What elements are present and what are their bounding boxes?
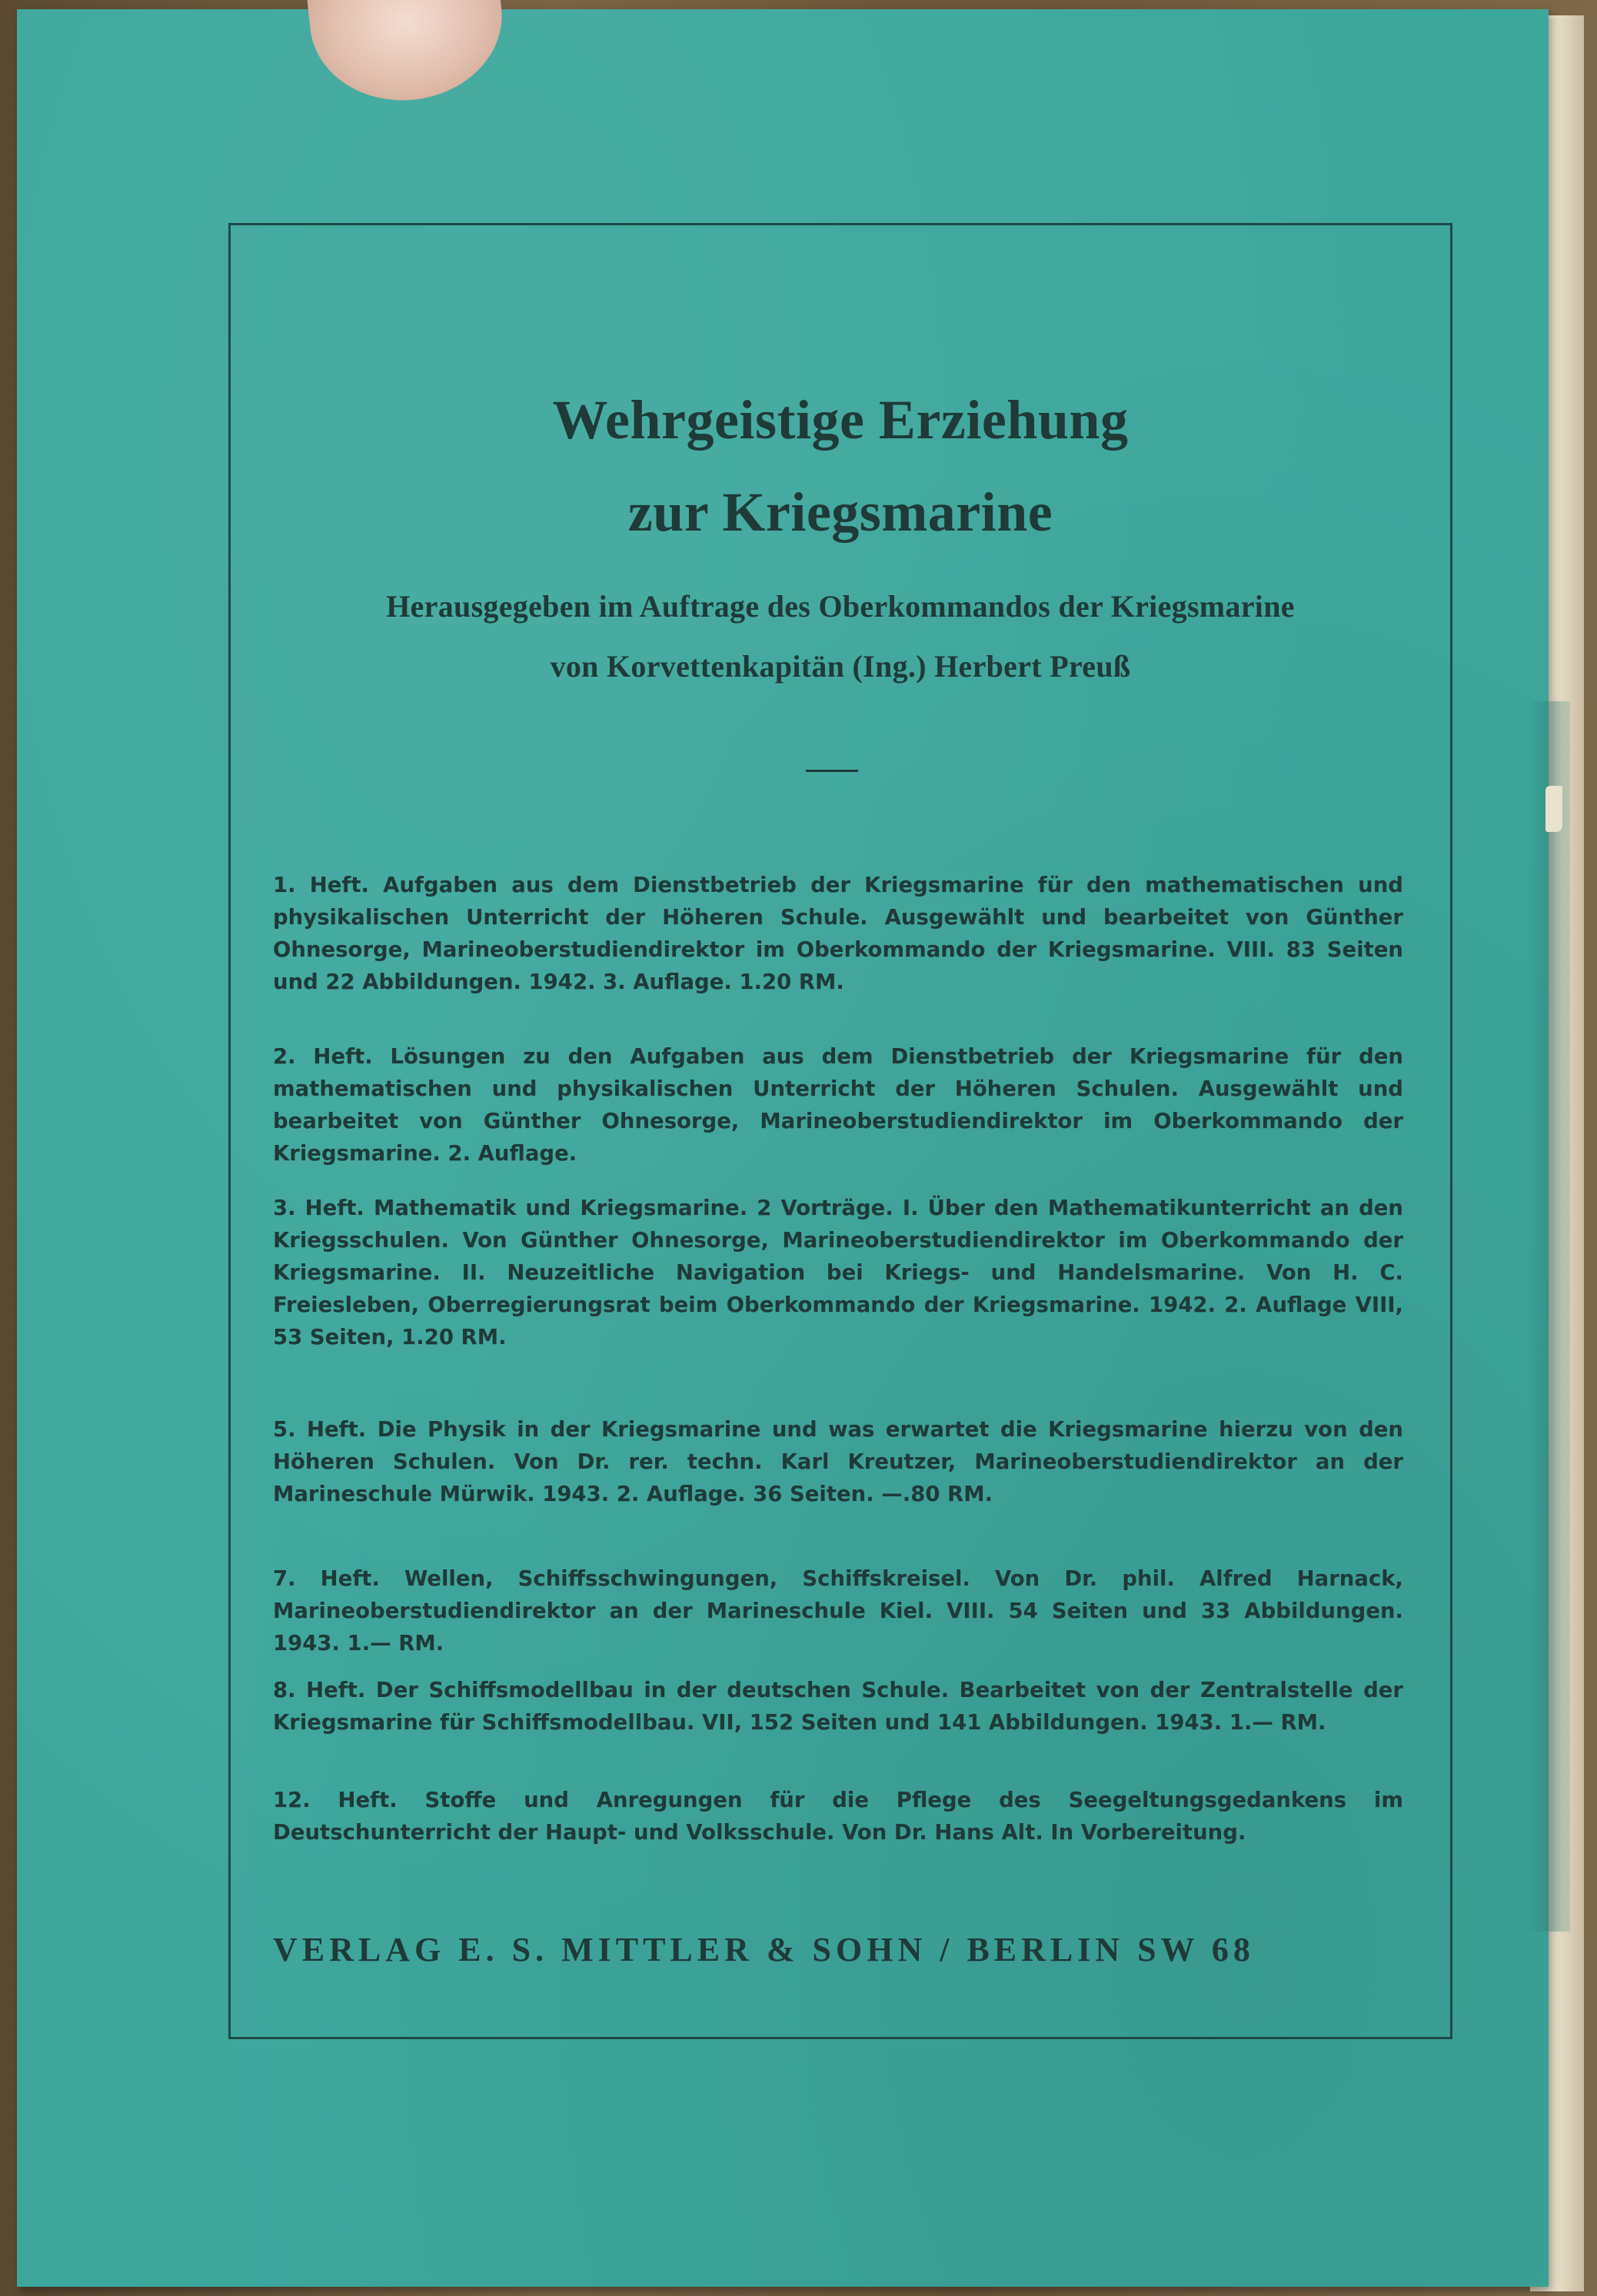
- series-entry: [273, 869, 1403, 998]
- series-entry: [273, 1192, 1403, 1353]
- entry-number: 2. Heft.: [273, 1044, 373, 1069]
- entry-number: 7. Heft.: [273, 1566, 380, 1591]
- divider-rule: [806, 770, 858, 772]
- entry-text: Mathematik und Kriegsmarine. 2 Vorträge. I. Über den Mathematikunterricht an den Kriegsschulen. Von Günther Ohnesorge, Marineoberstudiendirektor im Oberkommando der Kriegsmarine. II. Neuzeitliche Navigation bei Kriegs- und Handelsmarine. Von H. C. Freiesleben, Oberregierungsrat beim Oberkommando der Kriegsmarine. 1942. 2. Auflage VIII, 53 Seiten, 1.20 RM.: [273, 1196, 1403, 1349]
- series-entry: [273, 1413, 1403, 1510]
- entry-number: 12. Heft.: [273, 1788, 398, 1812]
- entry-text: Die Physik in der Kriegsmarine und was erwartet die Kriegsmarine hierzu von den Höheren Schulen. Von Dr. rer. techn. Karl Kreutzer, Marineoberstudiendirektor an der Marineschule Mürwik. 1943. 2. Auflage. 36 Seiten. —.80 RM.: [273, 1417, 1403, 1506]
- cover-tear: [1545, 786, 1562, 832]
- spine-wear: [1528, 701, 1570, 1932]
- series-entry: [273, 1674, 1403, 1739]
- entry-text: Stoffe und Anregungen für die Pflege des Seegeltungsgedankens im Deutschunterricht der Haupt- und Volksschule. Von Dr. Hans Alt. In Vorbereitung.: [273, 1788, 1403, 1845]
- entry-text: Lösungen zu den Aufgaben aus dem Dienstbetrieb der Kriegsmarine für den mathematischen und physikalischen Unterricht der Höheren Schulen. Ausgewählt und bearbeitet von Günther Ohnesorge, Marineoberstudiendirektor im Oberkommando der Kriegsmarine. 2. Auflage.: [273, 1044, 1403, 1166]
- series-entry: [273, 1040, 1403, 1170]
- entry-number: 1. Heft.: [273, 873, 369, 897]
- publisher-imprint: VERLAG E. S. MITTLER & SOHN / BERLIN SW 68: [273, 1931, 1255, 1968]
- subtitle-line-1: Herausgegeben im Auftrage des Oberkommandos der Kriegsmarine: [386, 589, 1295, 624]
- entry-number: 5. Heft.: [273, 1417, 367, 1442]
- series-entry: [273, 1784, 1403, 1848]
- subtitle-line-2: von Korvettenkapitän (Ing.) Herbert Preuß: [550, 649, 1131, 684]
- entry-number: 3. Heft.: [273, 1196, 364, 1220]
- title-line-2: zur Kriegsmarine: [627, 481, 1053, 543]
- entry-text: Aufgaben aus dem Dienstbetrieb der Kriegsmarine für den mathematischen und physikalischen Unterricht der Höheren Schule. Ausgewählt und bearbeitet von Günther Ohnesorge, Marineoberstudiendirektor im Oberkommando der Kriegsmarine. VIII. 83 Seiten und 22 Abbildungen. 1942. 3. Auflage. 1.20 RM.: [273, 873, 1403, 994]
- entry-text: Wellen, Schiffsschwingungen, Schiffskreisel. Von Dr. phil. Alfred Harnack, Marineoberstudiendirektor an der Marineschule Kiel. VIII. 54 Seiten und 33 Abbildungen. 1943. 1.— RM.: [273, 1566, 1403, 1655]
- entry-number: 8. Heft.: [273, 1678, 366, 1702]
- series-entry: [273, 1562, 1403, 1659]
- title-line-1: Wehrgeistige Erziehung: [552, 389, 1129, 451]
- entry-text: Der Schiffsmodellbau in der deutschen Schule. Bearbeitet von der Zentralstelle der Kriegsmarine für Schiffsmodellbau. VII, 152 Seiten und 141 Abbildungen. 1943. 1.— RM.: [273, 1678, 1403, 1735]
